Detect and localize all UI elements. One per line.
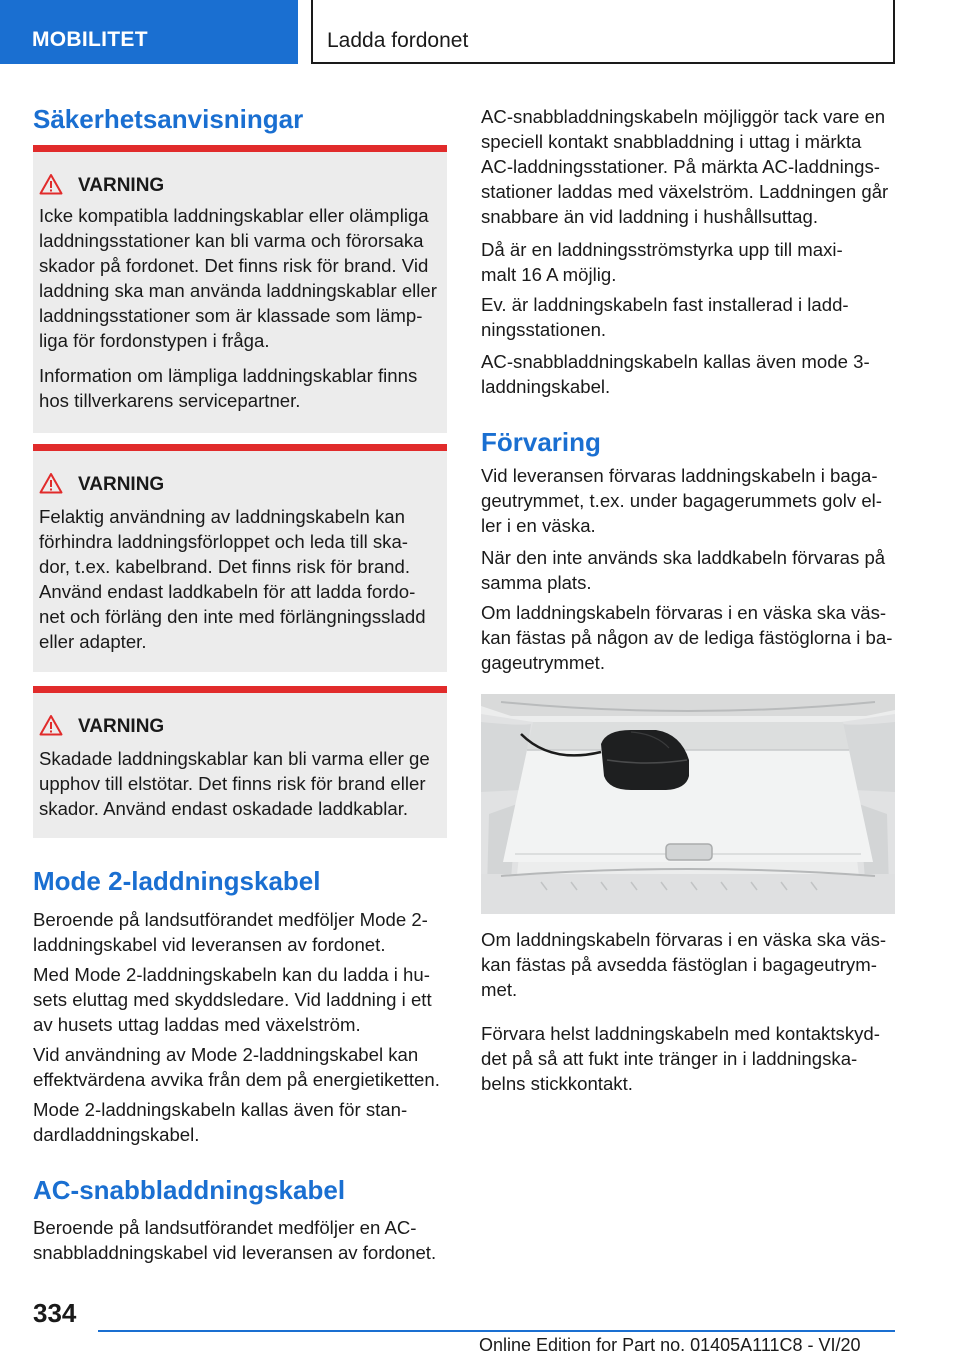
warning-box bbox=[33, 444, 447, 672]
warning-label: VARNING bbox=[78, 716, 165, 737]
paragraph: Beroende på landsutförandet medföljer Mode 2- laddningskabel vid leveransen av fordonet. bbox=[33, 909, 428, 955]
warning-bar bbox=[33, 686, 447, 693]
warning-text: Skadade laddningskablar kan bli varma eller ge upphov till elstötar. Det finns risk för brand eller skador. Använd endast oskadade laddkablar. bbox=[39, 748, 430, 819]
paragraph: Om laddningskabeln förvaras i en väska ska väs- kan fästas på avsedda fästöglan i bagageutrym- met. bbox=[481, 929, 887, 1000]
paragraph: Vid användning av Mode 2-laddningskabel kan effektvärdena avvika från dem på energietiketten. bbox=[33, 1044, 440, 1090]
warning-label: VARNING bbox=[78, 474, 165, 495]
paragraph: När den inte används ska laddkabeln förvaras på samma plats. bbox=[481, 547, 886, 593]
section-heading-ac: AC-snabbladdningskabel bbox=[33, 1175, 346, 1205]
warning-triangle-icon bbox=[39, 472, 63, 494]
warning-box bbox=[33, 145, 447, 433]
paragraph: Om laddningskabeln förvaras i en väska ska väs- kan fästas på någon av de lediga fästöglorna i ba- gageutrymmet. bbox=[481, 602, 893, 673]
chapter-header bbox=[311, 0, 895, 64]
section-tab bbox=[0, 0, 298, 64]
paragraph: Ev. är laddningskabeln fast installerad i ladd- ningsstationen. bbox=[481, 294, 849, 340]
warning-text: Felaktig användning av laddningskabeln kan förhindra laddningsförloppet och leda till ska- dor, t.ex. kabelbrand. Det finns risk för brand. Använd endast laddkabeln för att ladda fordo- net och förläng den inte med förlängningssladd eller adapter. bbox=[39, 506, 426, 652]
trunk-storage-image bbox=[481, 694, 895, 914]
warning-bar bbox=[33, 145, 447, 152]
paragraph: Beroende på landsutförandet medföljer en AC- snabbladdningskabel vid leveransen av fordonet. bbox=[33, 1217, 437, 1263]
footer-edition: Online Edition for Part no. 01405A111C8 - VI/20 bbox=[479, 1335, 861, 1355]
chapter-label: Ladda fordonet bbox=[327, 29, 469, 52]
section-label: MOBILITET bbox=[32, 28, 148, 51]
footer-divider bbox=[98, 1330, 895, 1332]
warning-bar bbox=[33, 444, 447, 451]
section-heading-storage: Förvaring bbox=[481, 427, 601, 457]
paragraph: Vid leveransen förvaras laddningskabeln i baga- geutrymmet, t.ex. under bagagerummets golv el- ler i en väska. bbox=[481, 465, 882, 536]
paragraph: Förvara helst laddningskabeln med kontaktskyd- det på så att fukt inte tränger in i laddningska- belns stickkontakt. bbox=[481, 1023, 880, 1094]
paragraph: AC-snabbladdningskabeln kallas även mode 3- laddningskabel. bbox=[481, 351, 870, 397]
warning-label: VARNING bbox=[78, 175, 165, 196]
paragraph: AC-snabbladdningskabeln möjliggör tack vare en speciell kontakt snabbladdning i uttag i märkta AC-laddningsstationer. På märkta AC-laddnings- stationer laddas med växelström. Laddningen går snabbare än vid laddning i hushållsuttag. bbox=[481, 106, 889, 227]
paragraph: Mode 2-laddningskabeln kallas även för stan- dardladdningskabel. bbox=[33, 1099, 408, 1145]
paragraph: Med Mode 2-laddningskabeln kan du ladda i hu- sets eluttag med skyddsledare. Vid laddning i ett av husets uttag laddas med växelström. bbox=[33, 964, 432, 1035]
paragraph: Då är en laddningsströmstyrka upp till maxi- malt 16 A möjlig. bbox=[481, 239, 843, 285]
warning-text: Information om lämpliga laddningskablar finns hos tillverkarens servicepartner. bbox=[39, 365, 418, 411]
trunk-illustration bbox=[481, 694, 895, 914]
warning-triangle-icon bbox=[39, 173, 63, 195]
page-number: 334 bbox=[33, 1298, 77, 1328]
section-heading-mode2: Mode 2-laddningskabel bbox=[33, 866, 321, 896]
warning-box bbox=[33, 686, 447, 838]
section-heading-safety: Säkerhetsanvisningar bbox=[33, 104, 304, 134]
warning-triangle-icon bbox=[39, 714, 63, 736]
warning-text: Icke kompatibla laddningskablar eller olämpliga laddningsstationer kan bli varma och förorsaka skador på fordonet. Det finns risk för brand. Vid laddning ska man använda laddningskablar eller laddningsstationer som är klassade som lämp- liga för fordonstypen i fråga. bbox=[39, 205, 437, 351]
